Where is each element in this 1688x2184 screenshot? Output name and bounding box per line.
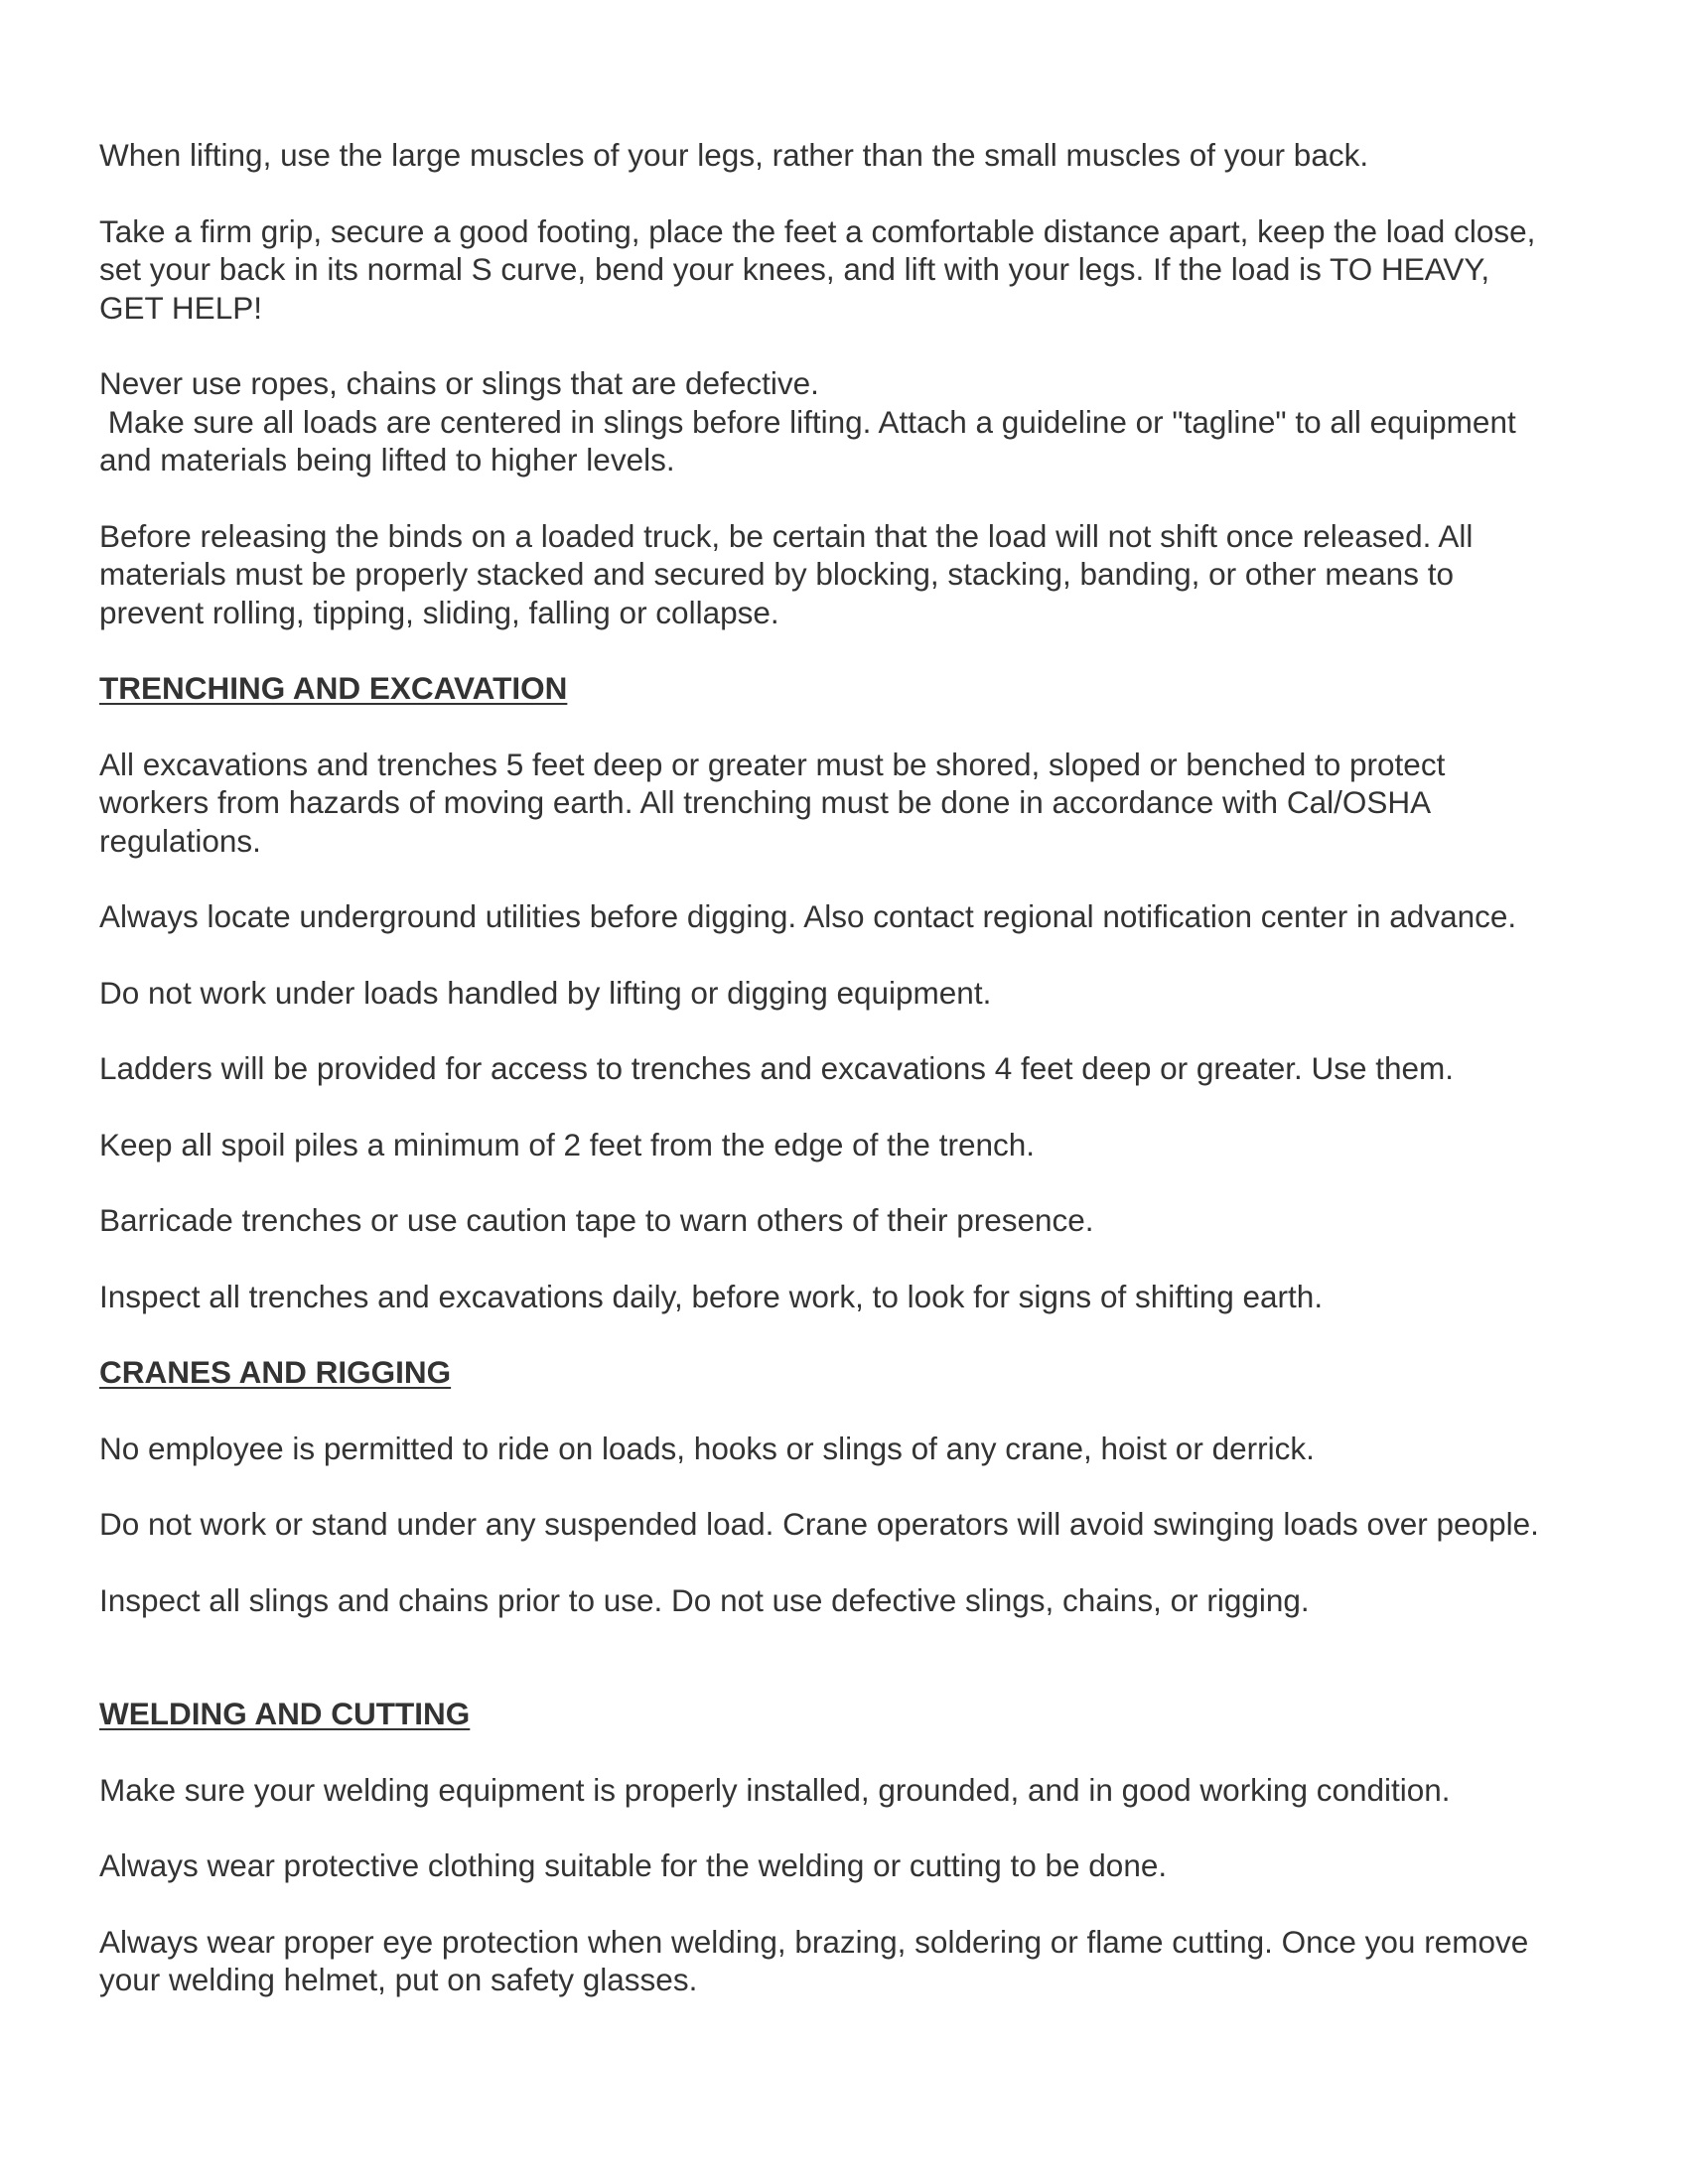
paragraph-inspect-slings: Inspect all slings and chains prior to use. Do not use defective slings, chains, or rigging. — [99, 1581, 1310, 1618]
heading-cranes-rigging: CRANES AND RIGGING — [99, 1354, 452, 1390]
paragraph-truck-binds: Before releasing the binds on a loaded truck, be certain that the load will not shift once released. All materials must be properly stacked and secured by blocking, stacking, banding, or other means to prevent rolling, tipping, sliding, falling or collapse. — [99, 517, 1482, 630]
paragraph-protective-clothing: Always wear protective clothing suitable for the welding or cutting to be done. — [99, 1847, 1168, 1883]
paragraph-barricade-trenches: Barricade trenches or use caution tape to warn others of their presence. — [99, 1202, 1094, 1238]
paragraph-eye-protection: Always wear proper eye protection when welding, brazing, soldering or flame cutting. Once you remove your welding helmet, put on safety glasses. — [99, 1923, 1537, 1997]
paragraph-ladders-access: Ladders will be provided for access to trenches and excavations 4 feet deep or greater. Use them. — [99, 1050, 1455, 1086]
paragraph-defective-ropes: Never use ropes, chains or slings that are defective. — [99, 365, 819, 401]
paragraph-lifting-muscles: When lifting, use the large muscles of your legs, rather than the small muscles of your back. — [99, 137, 1369, 173]
paragraph-excavation-shoring: All excavations and trenches 5 feet deep or greater must be shored, sloped or benched to protect workers from hazards of moving earth. All trenching must be done in accordance with Cal/OSHA regulations. — [99, 746, 1455, 859]
paragraph-suspended-load: Do not work or stand under any suspended load. Crane operators will avoid swinging loads over people. — [99, 1506, 1539, 1542]
paragraph-lifting-technique: Take a firm grip, secure a good footing, place the feet a comfortable distance apart, keep the load close, set your back in its normal S curve, bend your knees, and lift with your legs. If the load is TO HEAVY, GET HELP! — [99, 212, 1545, 326]
heading-trenching-excavation: TRENCHING AND EXCAVATION — [99, 670, 568, 706]
paragraph-spoil-piles: Keep all spoil piles a minimum of 2 feet from the edge of the trench. — [99, 1126, 1036, 1162]
paragraph-inspect-trenches: Inspect all trenches and excavations daily, before work, to look for signs of shifting earth. — [99, 1278, 1324, 1314]
paragraph-no-work-under-loads: Do not work under loads handled by lifting or digging equipment. — [99, 974, 992, 1011]
paragraph-welding-equipment: Make sure your welding equipment is properly installed, grounded, and in good working condition. — [99, 1771, 1451, 1808]
document-body — [99, 136, 1559, 1999]
paragraph-no-riding-loads: No employee is permitted to ride on loads, hooks or slings of any crane, hoist or derrick. — [99, 1430, 1315, 1466]
heading-welding-cutting: WELDING AND CUTTING — [99, 1696, 471, 1731]
paragraph-slings-tagline: Make sure all loads are centered in slings before lifting. Attach a guideline or "tagline" to all equipment and materials being lifted to higher levels. — [99, 403, 1525, 478]
paragraph-locate-utilities: Always locate underground utilities before digging. Also contact regional notification center in advance. — [99, 898, 1517, 934]
